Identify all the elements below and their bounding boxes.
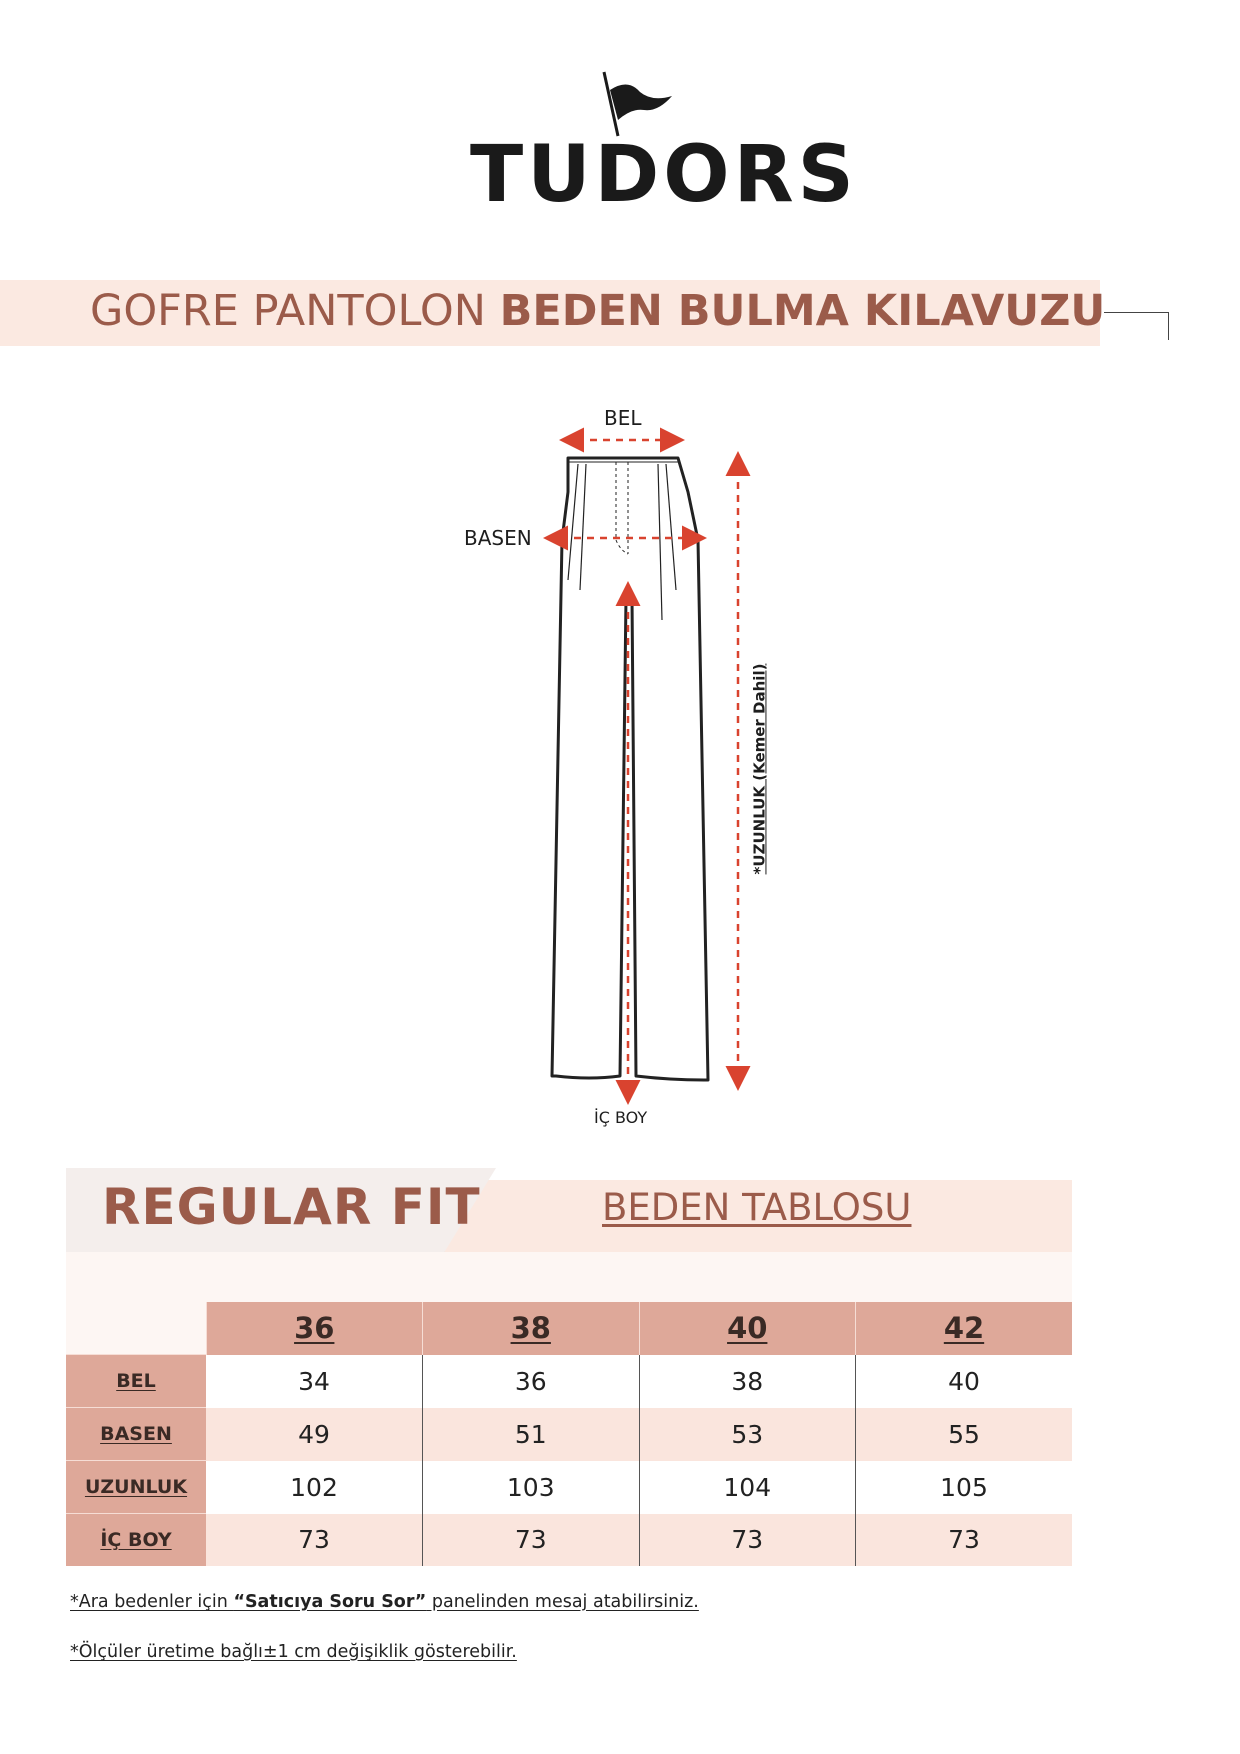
- table-cell: 102: [206, 1461, 423, 1514]
- size-header-38: 38: [423, 1302, 640, 1355]
- row-label-ic-boy: İÇ BOY: [66, 1514, 206, 1567]
- size-header-42: 42: [856, 1302, 1073, 1355]
- note-intermediate-sizes: *Ara bedenler için “Satıcıya Soru Sor” panelinden mesaj atabilirsiniz.: [70, 1592, 699, 1612]
- table-cell: 36: [423, 1355, 640, 1408]
- title-product: GOFRE PANTOLON: [90, 286, 486, 336]
- table-cell: 73: [423, 1514, 640, 1567]
- label-ic-boy: İÇ BOY: [594, 1108, 648, 1127]
- table-row: [66, 1514, 1072, 1567]
- size-header-40: 40: [639, 1302, 856, 1355]
- size-header-row: [66, 1302, 1072, 1355]
- size-table-title: BEDEN TABLOSU: [602, 1186, 912, 1229]
- trouser-diagram: [440, 400, 820, 1140]
- title-guide: BEDEN BULMA KILAVUZU: [499, 286, 1106, 336]
- trouser-outline: [552, 458, 708, 1080]
- table-cell: 104: [639, 1461, 856, 1514]
- table-cell: 53: [639, 1408, 856, 1461]
- table-cell: 38: [639, 1355, 856, 1408]
- table-cell: 73: [639, 1514, 856, 1567]
- table-cell: 34: [206, 1355, 423, 1408]
- note-measurement-tolerance: *Ölçüler üretime bağlı±1 cm değişiklik gösterebilir.: [70, 1642, 517, 1662]
- table-cell: 55: [856, 1408, 1073, 1461]
- brand-name: TUDORS: [470, 130, 858, 220]
- title-divider: [1104, 312, 1169, 313]
- table-cell: 73: [856, 1514, 1073, 1567]
- brand-logo: [470, 70, 858, 220]
- fit-label: REGULAR FIT: [102, 1178, 481, 1236]
- row-label-basen: BASEN: [66, 1408, 206, 1461]
- table-cell: 49: [206, 1408, 423, 1461]
- row-label-bel: BEL: [66, 1355, 206, 1408]
- table-cell: 105: [856, 1461, 1073, 1514]
- label-uzunluk: *UZUNLUK (Kemer Dahil): [750, 663, 769, 875]
- table-row: [66, 1461, 1072, 1514]
- page-title: [90, 286, 1105, 336]
- table-cell: 73: [206, 1514, 423, 1567]
- table-corner: [66, 1302, 206, 1355]
- label-basen: BASEN: [464, 526, 532, 550]
- table-cell: 51: [423, 1408, 640, 1461]
- table-cell: 103: [423, 1461, 640, 1514]
- label-bel: BEL: [604, 406, 642, 430]
- table-row: [66, 1355, 1072, 1408]
- table-cell: 40: [856, 1355, 1073, 1408]
- table-row: [66, 1408, 1072, 1461]
- size-table: [66, 1302, 1072, 1566]
- row-label-uzunluk: UZUNLUK: [66, 1461, 206, 1514]
- size-header-36: 36: [206, 1302, 423, 1355]
- title-divider-tick: [1168, 312, 1169, 340]
